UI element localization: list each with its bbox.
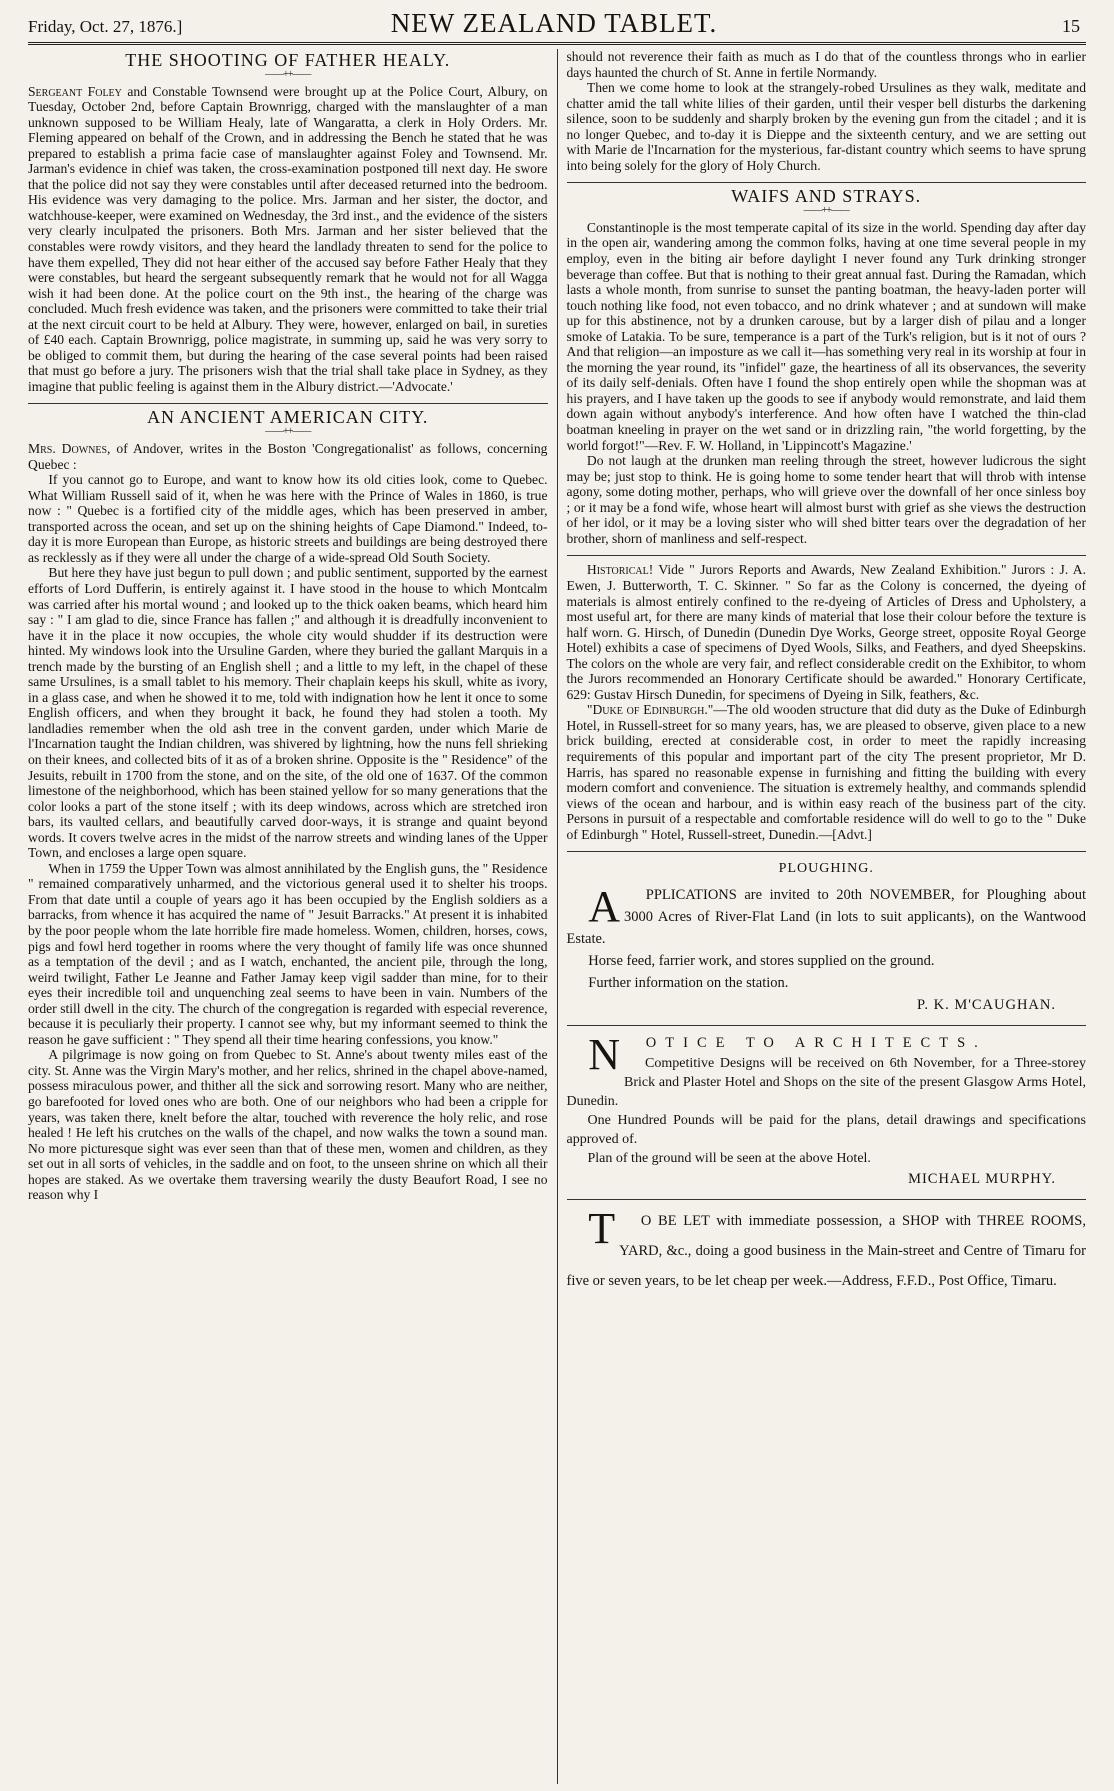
article-body: Sergeant Foley and Constable Townsend were brought up at the Police Court, Albury, on Tuesday, October 2nd, before Captain Brownrigg, charged with the manslaughter of a man unknown supposed to be William Healy, late of Wangaratta, a clerk in Holy Orders. Mr. Fleming appeared on behalf of the Crown, and in addressing the Bench he stated that he was prepared to establish a prima facie case of manslaughter against Foley and Townsend. Mr. Jarman's evidence in chief was taken, the cross-examination postponed till next day. He swore that the police did not say they were constables until after deceased returned into the bedroom. His evidence was very damaging to the police. Mrs. Jarman and her sister, the doctor, and watchhouse-keeper, were examined on Wednesday, the 3rd inst., and the evidence of the sisters very clearly inculpated the prisoners. Both Mrs. Jarman and her sister believed that the constables were rowdy visitors, and they heard the landlady threaten to send for the police to have them expelled, They did not hear either of the accused say before Father Healy that they were constables, but heard the sergeant subsequently remark that he would not for all Wagga wish it had been done. At the police court on the 9th inst., the hearing of the charge was concluded. Much fresh evidence was taken, and the prisoners were committed to take their trial at the next circuit court to be held at Albury. They were, however, enlarged on bail, in sureties of £40 each. Captain Brownrigg, police magistrate, in summing up, said he was very sorry to be obliged to commit them, but during the hearing of the case several points had been raised that must go before a jury. The prisoners wish that the trial shall take place in Sydney, as they imagine that public feeling is against them in the Albury district.—'Advocate.' [28,83,548,394]
right-column [558,49,1087,1784]
advert-body: T O BE LET with immediate possession, a SHOP with THREE ROOMS, YARD, &c., doing a good business in the Main-street and Centre of Timaru for five or seven years, to be let cheap per week.—Address, F.F.D., Post Office, Timaru. [566,1204,1086,1290]
masthead [28,8,1086,42]
advert-body [567,1054,1087,1168]
advert-line: Horse feed, farrier work, and stores supplied on the ground. [588,953,935,970]
drop-cap: A [588,882,621,932]
page-number: 15 [1062,16,1080,36]
article-title: AN ANCIENT AMERICAN CITY. [147,407,429,428]
issue-date: Friday, Oct. 27, 1876.] [28,17,183,36]
advert-architects [567,1032,1087,1190]
columns [28,49,1086,1784]
ornament: ——++—— [265,68,311,80]
paragraph: Do not laugh at the drunken man reeling through the street, however ludicrous the sight may be; just stop to think. He is going home to some tender heart that will throb with intense agony, some doting mother, perhaps, who will grieve over the downfall of her once sinless boy ; or it may be a fond wife, whose heart will almost burst with grief as she views the destruction of her idol, or it may be a loving sister who will shed bitter tears over the degradation of her brother, shorn of manliness and self-respect. [566,453,1086,546]
advert-signature: MICHAEL MURPHY. [908,1171,1056,1188]
section-divider [567,1025,1087,1026]
paragraph: If you cannot go to Europe, and want to know how its old cities look, come to Quebec. What William Russell said of it, when he was here with the Prince of Wales in 1860, is true now : " Quebec is a fortified city of the middle ages, which has been preserved in amber, transported across the ocean, and set up on the shining heights of Cape Diamond." Indeed, to-day it is more European than Europe, as historic streets and buildings are being destroyed there as recklessly as if they were all under the charge of a wide-spread Old South Society. [28,472,548,565]
lead-in: "Duke of Edinburgh." [586,702,714,718]
advert-line: Further information on the station. [588,975,789,992]
paragraph: should not reverence their faith as much as I do that of the countless throngs who in earlier days haunted the church of St. Anne in fertile Normandy. [566,49,1086,80]
advert-title: PLOUGHING. [778,861,874,877]
paragraph: Then we come home to look at the strangely-robed Ursulines as they walk, meditate and chatter amid the tall white lilies of their garden, until their vesper bell disturbs the darkening silence, soon to be suddenly and sharply broken by the evening gun from the citadel ; and it is no longer Quebec, and to-day it is Dieppe and the sixteenth century, and we are setting out with Marie de l'Incarnation for the mysterious, far-distant country which seems to have sprung into being solely for the glory of Holy Church. [566,80,1086,173]
lead-in: Mrs. Downes, [28,441,111,457]
notice-historical [567,562,1087,842]
paragraph: But here they have just begun to pull down ; and public sentiment, supported by the earnest efforts of Lord Dufferin, is entirely against it. I have stood in the house to which Montcalm was carried after his mortal wound ; and looked up to the thick oaken beams, which heard him say : " I am glad to die, since France has fallen ;" and although it is dreadfully inconvenient to have it in the place it now occupies, the whole city would shudder if its destruction were hinted. My windows look into the Ursuline Garden, where they buried the gallant Marquis in a trench made by the bursting of an English shell ; and a little to my left, in the chapel of these same Ursulines, is a small tablet to his memory. Their chaplain keeps his skull, white as ivory, in a glass case, and when he showed it to me, told with indignation how he lent it once to some English officers, and when they brought it back, he found they had stolen a tooth. My landladies remember when the old ash tree in the convent garden, under which Marie de l'Incarnation taught the Indian children, was shivered by lightning, how the nuns fell shrieking on their knees, and collected bits of it as of a broken shrine. Opposite is the " Residence" of the Jesuits, rebuilt in 1700 from the stone, and on the site, of the old one of 1637. Of the common limestone of the neighborhood, which has been stained yellow for so many generations that the color looks a part of the stone itself ; with its deep windows, across which are stretched iron bars, its vaulted cellars, and beautifully carved door-ways, it is strange and quaint beyond words. It covers twelve acres in the midst of the narrow streets and winding lanes of the Upper Town, and encloses a large open square. [28,565,548,861]
paragraph: Constantinople is the most temperate capital of its size in the world. Spending day after day in the open air, wandering among the common folks, having at one time several people in my employ, even in the biting air before daylight I never found any Turk drinking stronger beverage than coffee. But that is nothing to their great annual fast. During the Ramadan, which lasts a whole month, from sunrise to sunset the panting boatman, the heavy-laden porter will touch nothing like food, not even tobacco, and no drink whatever ; and at sundown will make up for this abstinence, not by a drunken carouse, but by a larger dish of pilau and a longer smoke of Latakia. To be sure, temperance is a part of the Turk's religion, but is it not of ours ? And that religion—an imposture as we call it—has something very real in its worship at four in the morning the year round, its "infidel" gaze, the heartiness of all its observances, the severity of its daily self-denials. Often have I found the shop entirely open while the shopman was at his prayers, and I have taken up the goods to see if anybody would remonstrate, and laid them down again without anybody's interference. And how often have I watched the thin-clad boatman kneeling in prayer on the wet sand or in drizzling rain, "the world forgetting, by the world forgot!"—Rev. F. W. Holland, in 'Lippincott's Magazine.' [566,219,1086,453]
paper-title: NEW ZEALAND TABLET. [390,8,718,38]
article-waifs [566,186,1087,546]
article-quebec-continued [567,49,1087,173]
advert-line: Competitive Designs will be received on 6th November, for a Three-storey Brick and Plaster Hotel and Shops on the site of the present Glasgow Arms Hotel, Dunedin. [566,1056,1086,1110]
article-title: THE SHOOTING OF FATHER HEALY. [125,50,451,70]
ornament: ——++—— [803,204,849,216]
advert-heading: N OTICE TO ARCHITECTS. [567,1032,1087,1054]
article-quebec [28,407,548,1203]
left-column [28,49,558,1784]
advert-body: A PPLICATIONS are invited to 20th NOVEMBER, for Ploughing about 3000 Acres of River-Flat Land (in lots to suit applicants), on the Wantwood Estate. [566,882,1086,948]
paragraph: "Duke of Edinburgh."—The old wooden structure that did duty as the Duke of Edinburgh Hotel, in Russell-street for so many years, has, we are pleased to observe, given place to a new brick building, erected at considerable cost, in order to meet the rapidly increasing requirements of this popular and important part of the city The present proprietor, Mr D. Harris, has spared no reasonable expense in furnishing and fitting the building with every modern comfort and convenience. The situation is extremely healthy, and commands splendid views of the ocean and harbour, and is within easy reach of the business part of the city. Persons in pursuit of a respectable and comfortable residence will do well to go to the " Duke of Edinburgh " Hotel, Russell-street, Dunedin.—[Advt.] [566,702,1086,842]
drop-cap: T [588,1204,616,1254]
paragraph: When in 1759 the Upper Town was almost annihilated by the English guns, the " Residence " remained comparatively unharmed, and the victorious general used it to shelter his troops. From that date until a couple of years ago it has been occupied by the English soldiers as a barracks, from whence it has acquired the name of " Jesuit Barracks." At present it is inhabited by the poor people whom the late horrible fire made homeless. Women, children, horses, cows, pigs and fowl herd together in rooms where the very thought of family life was once shunned as a temptation of the devil ; and as I watch, enchanted, the ancient pile, through the long, weird twilight, Father Le Jeanne and Father Jamay keep vigil sadder than mine, for to their eyes their incredible toil and unquenching zeal seems to have been in vain. Numbers of the order still dwell in the city. The church of the congregation is regarded with especial reverence, because it is peculiarly their property. I cannot see why, but my informant seemed to think the reason he gave sufficient : " They spend all their time hearing confessions, you know." [28,860,548,1047]
section-divider [567,1199,1087,1200]
masthead-rule [28,42,1086,45]
advert-signature: P. K. M'CAUGHAN. [916,997,1056,1014]
ornament: ——++—— [265,426,311,438]
paragraph: A pilgrimage is now going on from Quebec to St. Anne's about twenty miles east of the city. St. Anne was the Virgin Mary's mother, and her relics, shrined in the chapel above-named, possess miraculous power, and thither all the sick and sorrowing resort. Many who are neither, go barefooted for loved ones who are both. One of our neighbors who had been a cripple for years, was taken there, knelt before the altar, touched with reverence the holy relic, and rose healed ! He left his crutches on the walls of the chapel, and now walks the town a sound man. No more picturesque sight was ever seen than that of these men, women and children, as they set out in all sorts of vehicles, in the saddle and on foot, to the unseen shrine on which all their hopes are staked. As we overtake them traversing wearily the dusty Beaufort Road, I see no reason why I [28,1047,548,1203]
section-divider [567,555,1087,556]
paragraph: Historical! Vide " Jurors Reports and Awards, New Zealand Exhibition." Jurors : J. A. Ewen, J. Butterworth, T. C. Skinner. " So far as the Colony is concerned, the dyeing of materials is almost entirely confined to the re-dyeing of Articles of Dress and Upholstery, a most useful art, for there are many kinds of material that lose their colour before the texture is half worn. G. Hirsch, of Dunedin (Dunedin Dye Works, George street, opposite Royal George Hotel) exhibits a case of specimens of Dyed Wools, Silks, and Feathers, and dyed Sheepskins. The colors on the whole are very fair, and reflect considerable credit on the Exhibitor, to whom the Jurors recommended an Honorary Certificate should be awarded." Honorary Certificate, 629: Gustav Hirsch Dunedin, for specimens of Dyeing in Silk, feathers, &c. [566,562,1086,702]
article-healy [28,50,548,394]
lead-in: Historical! [586,562,654,578]
advert-line: Plan of the ground will be seen at the above Hotel. [587,1151,871,1167]
drop-cap: N [588,1030,621,1080]
advert-ploughing [567,858,1087,1016]
advert-to-let [567,1206,1087,1296]
advert-line: One Hundred Pounds will be paid for the plans, detail drawings and specifications approved of. [566,1113,1086,1148]
article-intro: Mrs. Downes, of Andover, writes in the Boston 'Congregationalist' as follows, concerning Quebec : [28,441,548,472]
article-title: WAIFS AND STRAYS. [731,186,922,207]
lead-in: Sergeant Foley [28,83,122,99]
section-divider [567,182,1087,183]
section-divider [28,403,548,404]
section-divider [567,851,1087,852]
